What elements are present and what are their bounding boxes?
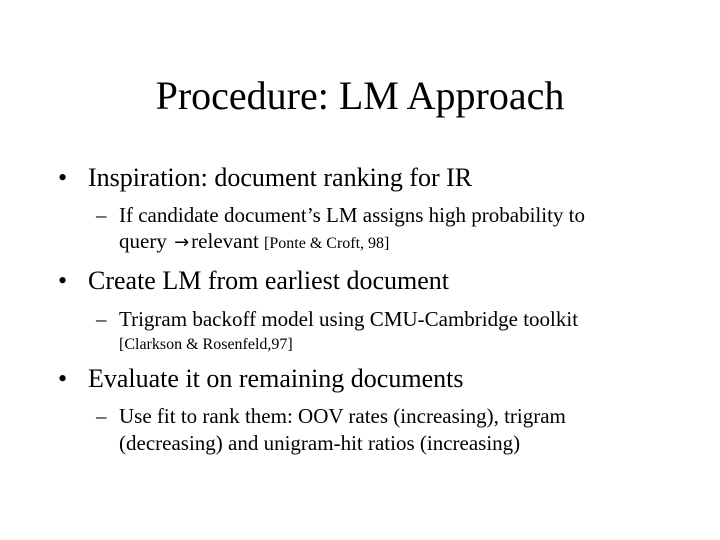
bullet-marker: • xyxy=(58,266,68,295)
bullet-text: Create LM from earliest document xyxy=(88,266,449,295)
sub-bullet-line-1: Use fit to rank them: OOV rates (increasing), trigram xyxy=(119,404,566,428)
bullet-text: Evaluate it on remaining documents xyxy=(88,364,464,393)
sub-bullet-line-2: (decreasing) and unigram-hit ratios (increasing) xyxy=(119,431,521,455)
citation: [Clarkson & Rosenfeld,97] xyxy=(119,336,293,353)
slide-title: Procedure: LM Approach xyxy=(155,73,565,118)
query-text: query xyxy=(119,229,173,253)
sub-bullet-line-1: If candidate document’s LM assigns high probability to xyxy=(119,203,585,227)
sub-bullet-marker: – xyxy=(96,307,107,331)
bullet-marker: • xyxy=(58,163,68,192)
citation: [Ponte & Croft, 98] xyxy=(264,235,390,252)
bullet-text: Inspiration: document ranking for IR xyxy=(88,163,473,192)
sub-bullet-marker: – xyxy=(96,404,107,428)
relevant-text: relevant xyxy=(191,229,265,253)
sub-bullet-line-2 xyxy=(119,228,389,257)
sub-bullet-line-1: Trigram backoff model using CMU-Cambridge toolkit xyxy=(119,307,579,331)
sub-bullet-marker: – xyxy=(96,203,107,227)
bullet-marker: • xyxy=(58,364,68,393)
right-arrow-icon: → xyxy=(174,232,190,253)
